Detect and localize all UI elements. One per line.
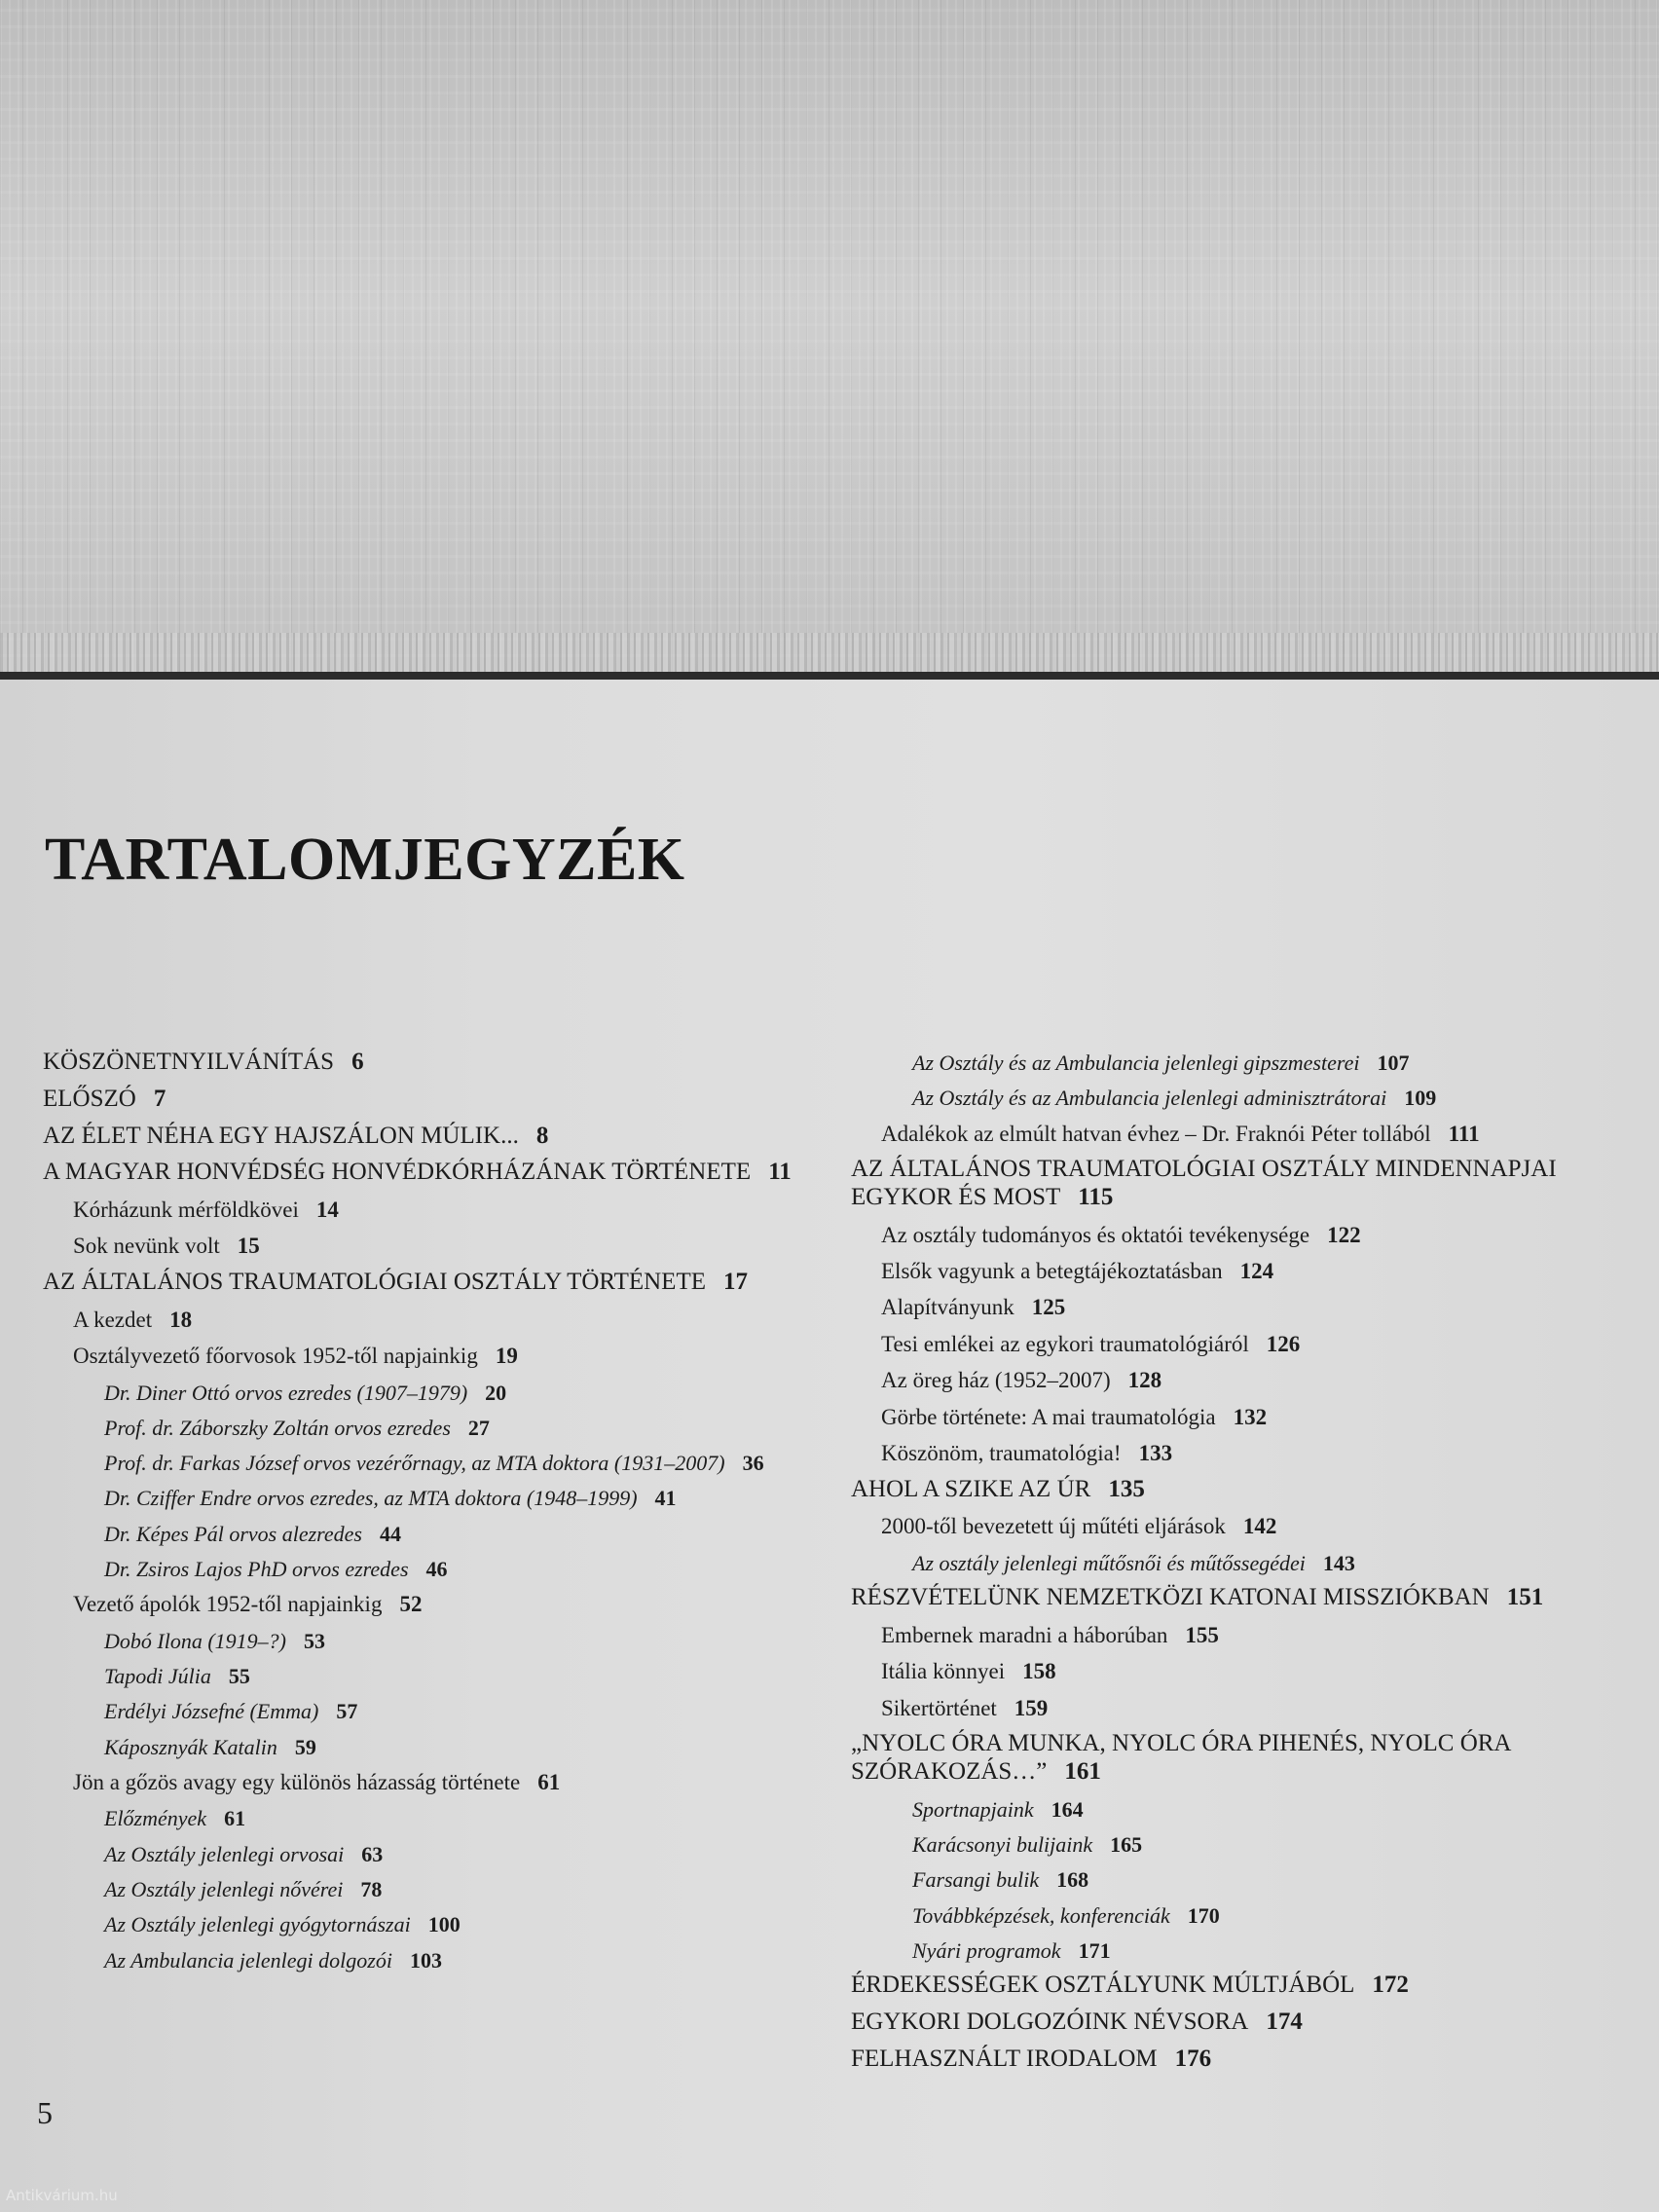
toc-entry	[43, 1770, 822, 1795]
toc-entry	[851, 1938, 1649, 1963]
toc-entry	[851, 1332, 1649, 1357]
toc-entry-title: ELŐSZÓ	[43, 1085, 136, 1112]
toc-entry-page: 103	[409, 1947, 442, 1972]
toc-entry-title: „NYOLC ÓRA MUNKA, NYOLC ÓRA PIHENÉS, NYOLC ÓRA SZÓRAKOZÁS…”	[851, 1730, 1511, 1785]
toc-entry-page: 158	[1022, 1659, 1056, 1684]
toc-entry	[851, 1259, 1649, 1284]
toc-entry	[43, 1699, 822, 1723]
toc-entry-page: 14	[315, 1198, 339, 1222]
toc-entry	[851, 1051, 1649, 1075]
toc-entry-title: Alapítványunk	[881, 1295, 1014, 1320]
toc-entry	[851, 1832, 1649, 1857]
toc-entry-page: 41	[654, 1486, 677, 1511]
toc-entry-page: 57	[336, 1699, 358, 1724]
toc-entry	[851, 1514, 1649, 1539]
toc-entry	[851, 1223, 1649, 1248]
toc-entry-page: 55	[228, 1664, 250, 1689]
watermark-text: Antikvárium.hu	[6, 2187, 118, 2204]
toc-entry-title: AHOL A SZIKE AZ ÚR	[851, 1475, 1091, 1502]
toc-entry-page: 155	[1185, 1622, 1219, 1647]
toc-entry	[43, 1234, 822, 1259]
toc-entry	[851, 1659, 1649, 1684]
toc-entry	[851, 1295, 1649, 1320]
toc-entry-page: 63	[361, 1841, 384, 1866]
toc-entry	[43, 1842, 822, 1866]
toc-entry-title: Prof. dr. Záborszky Zoltán orvos ezredes	[104, 1415, 451, 1440]
book-page	[0, 680, 1659, 2212]
toc-entry-title: Elsők vagyunk a betegtájékoztatásban	[881, 1258, 1223, 1283]
toc-entry-title: Sportnapjaink	[912, 1796, 1034, 1822]
toc-entry-page: 126	[1266, 1331, 1301, 1356]
toc-left-column	[43, 1040, 822, 1972]
toc-entry-page: 115	[1078, 1183, 1114, 1210]
toc-entry	[851, 1972, 1649, 2000]
toc-entry	[43, 1269, 822, 1297]
toc-entry	[43, 1629, 822, 1653]
toc-entry-title: RÉSZVÉTELÜNK NEMZETKÖZI KATONAI MISSZIÓKBAN	[851, 1584, 1490, 1611]
toc-entry-page: 128	[1127, 1368, 1162, 1393]
toc-entry-title: KÖSZÖNETNYILVÁNÍTÁS	[43, 1049, 335, 1075]
toc-entry-page: 11	[768, 1159, 792, 1186]
toc-entry-page: 46	[425, 1556, 448, 1581]
toc-entry	[43, 1086, 822, 1114]
toc-entry-title: Dobó Ilona (1919–?)	[104, 1628, 286, 1653]
toc-entry	[43, 1344, 822, 1369]
toc-entry-title: Az Osztály jelenlegi gyógytornászai	[104, 1912, 411, 1937]
toc-entry-page: 8	[535, 1122, 549, 1149]
toc-entry-title: Dr. Cziffer Endre orvos ezredes, az MTA doktora (1948–1999)	[104, 1486, 638, 1511]
page-number: 5	[37, 2095, 53, 2130]
toc-entry-title: Karácsonyi bulijaink	[912, 1831, 1093, 1857]
toc-entry-title: Farsangi bulik	[912, 1867, 1040, 1893]
toc-entry	[851, 1797, 1649, 1822]
toc-entry-page: 161	[1064, 1757, 1101, 1785]
toc-entry	[43, 1557, 822, 1581]
toc-entry	[43, 1912, 822, 1936]
toc-entry-page: 59	[294, 1734, 316, 1759]
toc-entry-page: 171	[1078, 1937, 1111, 1963]
toc-entry	[43, 1592, 822, 1617]
toc-entry-title: Jön a gőzös avagy egy különös házasság története	[73, 1769, 521, 1794]
page-title: TARTALOMJEGYZÉK	[45, 827, 685, 893]
toc-entry-title: A MAGYAR HONVÉDSÉG HONVÉDKÓRHÁZÁNAK TÖRTÉNETE	[43, 1159, 752, 1186]
toc-entry	[43, 1522, 822, 1546]
toc-entry-title: Sok nevünk volt	[73, 1234, 220, 1259]
toc-entry-page: 52	[399, 1592, 423, 1617]
toc-entry-page: 164	[1051, 1796, 1084, 1822]
toc-entry-title: Továbbképzések, konferenciák	[912, 1902, 1170, 1928]
toc-entry-page: 122	[1327, 1222, 1361, 1247]
toc-entry-title: Kórházunk mérföldkövei	[73, 1198, 299, 1222]
toc-entry-title: AZ ÉLET NÉHA EGY HAJSZÁLON MÚLIK...	[43, 1122, 519, 1149]
toc-entry	[43, 1948, 822, 1972]
toc-entry-page: 15	[237, 1234, 260, 1259]
toc-entry-page: 174	[1266, 2008, 1303, 2035]
toc-entry-title: ÉRDEKESSÉGEK OSZTÁLYUNK MÚLTJÁBÓL	[851, 1972, 1355, 1999]
toc-entry-page: 135	[1108, 1475, 1145, 1502]
toc-entry-page: 44	[380, 1521, 401, 1546]
toc-entry	[43, 1877, 822, 1901]
toc-entry-title: Az osztály tudományos és oktatói tevékenysége	[881, 1222, 1310, 1247]
toc-entry-page: 107	[1377, 1051, 1410, 1075]
toc-entry-page: 6	[351, 1049, 364, 1075]
toc-entry-page: 124	[1239, 1258, 1274, 1283]
toc-entry-page: 125	[1031, 1295, 1066, 1320]
toc-entry	[43, 1049, 822, 1077]
toc-entry	[851, 1867, 1649, 1892]
toc-entry-page: 27	[467, 1415, 490, 1440]
toc-entry	[43, 1735, 822, 1759]
toc-entry-title: Embernek maradni a háborúban	[881, 1622, 1168, 1647]
toc-entry-title: 2000-től bevezetett új műtéti eljárások	[881, 1514, 1226, 1539]
toc-entry-page: 19	[495, 1344, 518, 1369]
toc-entry	[851, 1696, 1649, 1721]
toc-entry-title: Az Osztály jelenlegi nővérei	[104, 1876, 344, 1901]
toc-entry-title: Dr. Képes Pál orvos alezredes	[104, 1521, 362, 1546]
toc-entry-page: 100	[427, 1912, 461, 1937]
toc-entry-page: 18	[169, 1307, 193, 1332]
toc-entry-title: Vezető ápolók 1952-től napjainkig	[73, 1592, 383, 1617]
toc-entry-page: 176	[1174, 2045, 1212, 2072]
toc-entry	[851, 1122, 1649, 1147]
toc-entry-page: 78	[360, 1876, 383, 1901]
page-top-edge	[0, 672, 1659, 680]
toc-entry-page: 61	[537, 1769, 561, 1794]
toc-entry-page: 17	[723, 1268, 748, 1295]
toc-entry-page: 111	[1448, 1121, 1480, 1146]
toc-entry-page: 61	[224, 1806, 246, 1831]
toc-entry-title: Prof. dr. Farkas József orvos vezérőrnagy, az MTA doktora (1931–2007)	[104, 1451, 725, 1476]
toc-entry-page: 7	[153, 1085, 166, 1112]
toc-right-column	[851, 1040, 1649, 2073]
toc-entry-title: Az Osztály és az Ambulancia jelenlegi gipszmesterei	[912, 1051, 1360, 1075]
toc-entry-page: 20	[485, 1380, 507, 1405]
toc-entry-title: Görbe története: A mai traumatológia	[881, 1404, 1216, 1429]
toc-entry-title: Tapodi Júlia	[104, 1664, 211, 1689]
toc-entry	[43, 1451, 822, 1475]
toc-entry	[43, 1416, 822, 1440]
toc-entry-page: 143	[1322, 1550, 1355, 1575]
toc-entry-title: FELHASZNÁLT IRODALOM	[851, 2045, 1158, 2072]
toc-entry	[43, 1159, 822, 1187]
toc-entry-title: AZ ÁLTALÁNOS TRAUMATOLÓGIAI OSZTÁLY TÖRTÉNETE	[43, 1268, 706, 1295]
toc-entry-title: Nyári programok	[912, 1937, 1061, 1963]
toc-entry-title: Tesi emlékei az egykori traumatológiáról	[881, 1331, 1249, 1356]
toc-entry-title: Erdélyi Józsefné (Emma)	[104, 1699, 319, 1724]
toc-entry-title: Az öreg ház (1952–2007)	[881, 1368, 1111, 1393]
toc-entry	[43, 1123, 822, 1151]
toc-entry-title: Előzmények	[104, 1806, 207, 1831]
toc-entry-title: Osztályvezető főorvosok 1952-től napjainkig	[73, 1344, 478, 1369]
toc-entry	[851, 1405, 1649, 1430]
toc-entry-title: Köszönöm, traumatológia!	[881, 1441, 1122, 1466]
toc-entry	[851, 1086, 1649, 1110]
toc-entry-page: 172	[1372, 1972, 1409, 1999]
toc-entry	[43, 1381, 822, 1405]
toc-entry-page: 53	[303, 1628, 325, 1653]
toc-entry	[851, 1903, 1649, 1928]
toc-entry-page: 132	[1233, 1404, 1268, 1429]
toc-entry-page: 151	[1506, 1584, 1544, 1611]
toc-entry-title: Adalékok az elmúlt hatvan évhez – Dr. Fraknói Péter tollából	[881, 1121, 1431, 1146]
toc-entry-page: 36	[742, 1451, 764, 1476]
toc-entry-title: Az Osztály és az Ambulancia jelenlegi adminisztrátorai	[912, 1086, 1387, 1111]
toc-entry	[851, 1476, 1649, 1504]
toc-entry	[43, 1308, 822, 1333]
toc-entry-page: 165	[1110, 1831, 1143, 1857]
toc-entry	[43, 1198, 822, 1223]
toc-entry-page: 168	[1056, 1867, 1089, 1893]
toc-entry	[851, 1156, 1649, 1212]
toc-entry	[851, 1730, 1649, 1787]
toc-entry-page: 133	[1138, 1441, 1173, 1466]
toc-entry-page: 109	[1404, 1086, 1437, 1111]
toc-entry-title: Az Ambulancia jelenlegi dolgozói	[104, 1947, 392, 1972]
toc-entry-title: AZ ÁLTALÁNOS TRAUMATOLÓGIAI OSZTÁLY MINDENNAPJAI EGYKOR ÉS MOST	[851, 1156, 1557, 1210]
toc-entry-page: 170	[1187, 1902, 1220, 1928]
toc-entry-page: 142	[1242, 1514, 1277, 1539]
toc-entry-title: A kezdet	[73, 1307, 153, 1332]
toc-entry	[851, 2046, 1649, 2074]
toc-entry-page: 159	[1014, 1695, 1049, 1720]
book-cover-background	[0, 0, 1659, 674]
toc-entry	[851, 1623, 1649, 1648]
toc-entry-title: EGYKORI DOLGOZÓINK NÉVSORA	[851, 2008, 1249, 2035]
toc-entry	[43, 1664, 822, 1688]
toc-entry-title: Itália könnyei	[881, 1659, 1006, 1684]
toc-entry-title: Az Osztály jelenlegi orvosai	[104, 1841, 345, 1866]
toc-entry-title: Káposznyák Katalin	[104, 1734, 277, 1759]
toc-entry	[851, 1441, 1649, 1466]
toc-entry	[851, 1368, 1649, 1393]
toc-entry	[851, 2009, 1649, 2037]
toc-entry-title: Dr. Zsiros Lajos PhD orvos ezredes	[104, 1556, 409, 1581]
cover-edge-texture	[0, 633, 1659, 674]
toc-entry	[851, 1584, 1649, 1612]
toc-entry-title: Dr. Diner Ottó orvos ezredes (1907–1979)	[104, 1380, 468, 1405]
toc-entry	[43, 1486, 822, 1510]
toc-entry-title: Sikertörténet	[881, 1695, 997, 1720]
toc-entry-title: Az osztály jelenlegi műtősnői és műtőssegédei	[912, 1550, 1306, 1575]
toc-entry	[43, 1806, 822, 1830]
toc-entry	[851, 1551, 1649, 1575]
